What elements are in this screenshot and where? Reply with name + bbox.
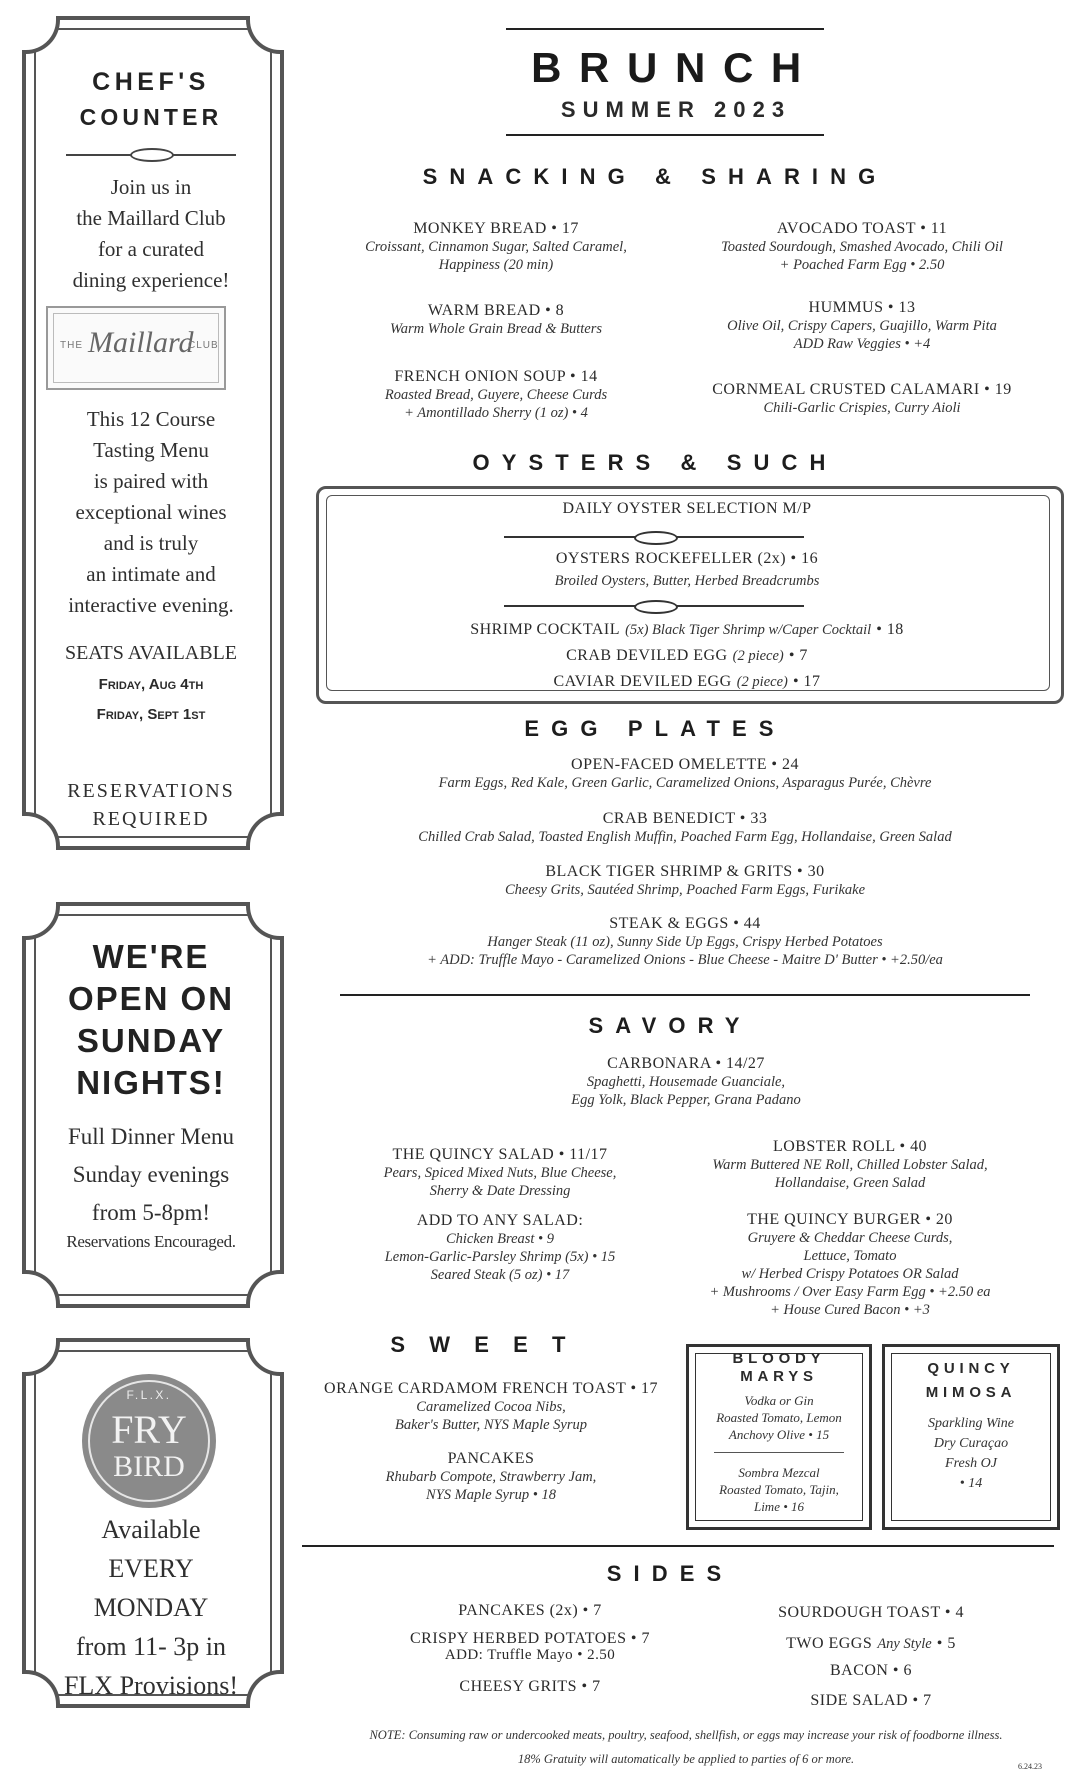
seat-date-2: Friday, Sept 1st — [96, 706, 206, 723]
item-price: • 17 — [792, 673, 821, 690]
menu-item — [686, 1633, 1056, 1653]
item-name: PANCAKES (2x) • 7 — [458, 1602, 602, 1619]
frybird-logo-bird: BIRD — [113, 1450, 185, 1483]
item-desc: + Poached Farm Egg • 2.50 — [779, 257, 945, 273]
item-name: LOBSTER ROLL • 40 — [772, 1138, 928, 1155]
item-name: SOURDOUGH TOAST • 4 — [778, 1604, 964, 1621]
menu-item — [686, 1692, 1056, 1710]
item-desc: + Amontillado Sherry (1 oz) • 4 — [404, 405, 588, 421]
item-desc: Baker's Butter, NYS Maple Syrup — [395, 1417, 587, 1433]
swirl-knot-icon — [634, 531, 678, 545]
header-top-rule — [506, 28, 824, 30]
item-name: ORANGE CARDAMOM FRENCH TOAST • 17 — [324, 1380, 658, 1397]
section-title-sweet: SWEET — [390, 1332, 590, 1357]
swirl-knot-icon — [634, 600, 678, 614]
item-desc: Happiness (20 min) — [438, 257, 554, 273]
item-name: CARBONARA • 14/27 — [607, 1055, 765, 1072]
maillard-club-logo — [46, 306, 226, 390]
tasting-line: This 12 Course — [86, 407, 216, 431]
item-name: WARM BREAD • 8 — [427, 302, 565, 319]
bloody-desc-mezcal — [686, 1464, 872, 1515]
item-desc: Lemon-Garlic-Parsley Shrimp (5x) • 15 — [384, 1249, 616, 1265]
item-name: FRENCH ONION SOUP • 14 — [394, 368, 598, 385]
sunday-headline-line: WE'RE — [92, 938, 210, 975]
section-title-oysters: OYSTERS & SUCH — [472, 450, 838, 475]
tasting-line: interactive evening. — [68, 593, 234, 617]
item-name: TWO EGGS — [786, 1635, 873, 1652]
logo-club: CLUB — [188, 340, 219, 351]
item-desc: Warm Whole Grain Bread & Butters — [390, 321, 602, 337]
item-desc: NYS Maple Syrup • 18 — [426, 1487, 556, 1503]
item-name: CAVIAR DEVILED EGG — [553, 673, 732, 690]
item-name: AVOCADO TOAST • 11 — [776, 220, 948, 237]
tasting-line: an intimate and — [86, 562, 216, 586]
mimosa-desc — [882, 1414, 1060, 1494]
chef-intro-line: for a curated — [97, 237, 205, 261]
item-price: • 7 — [788, 647, 808, 664]
drink-line: Sombra Mezcal — [738, 1465, 820, 1480]
menu-item — [320, 1212, 680, 1284]
item-desc: w/ Herbed Crispy Potatoes OR Salad — [741, 1266, 959, 1282]
menu-title: BRUNCH — [531, 44, 819, 91]
item-name: CRAB DEVILED EGG — [566, 647, 728, 664]
item-desc: Egg Yolk, Black Pepper, Grana Padano — [571, 1092, 801, 1108]
item-desc: (5x) Black Tiger Shrimp w/Caper Cocktail — [625, 622, 872, 638]
drink-divider — [714, 1452, 844, 1453]
frybird-logo-fry: FRY — [111, 1407, 187, 1452]
item-name: MONKEY BREAD • 17 — [413, 220, 579, 237]
item-name: OPEN-FACED OMELETTE • 24 — [571, 756, 799, 773]
frybird-line: Available — [101, 1515, 201, 1544]
item-name: THE QUINCY SALAD • 11/17 — [392, 1146, 608, 1163]
item-desc: Lettuce, Tomato — [803, 1248, 897, 1264]
menu-item — [456, 1055, 916, 1109]
menu-item — [320, 915, 1050, 969]
item-desc: Chilled Crab Salad, Toasted English Muffin, Poached Farm Egg, Hollandaise, Green Salad — [418, 829, 952, 845]
item-desc: Warm Buttered NE Roll, Chilled Lobster Salad, — [712, 1157, 988, 1173]
item-name: PANCAKES — [447, 1450, 535, 1467]
daily-oyster-selection: DAILY OYSTER SELECTION M/P — [562, 500, 812, 517]
item-desc: Spaghetti, Housemade Guanciale, — [586, 1074, 786, 1090]
logo-the: THE — [60, 340, 83, 351]
chef-heading-2: COUNTER — [79, 104, 223, 130]
frybird-line: MONDAY — [93, 1593, 209, 1622]
item-desc: Any Style — [877, 1636, 932, 1652]
sunday-details — [36, 1118, 266, 1232]
menu-item — [686, 381, 1038, 417]
drink-line: Roasted Tomato, Tajin, — [719, 1482, 839, 1497]
item-name: HUMMUS • 13 — [808, 299, 916, 316]
menu-item — [340, 1602, 720, 1620]
item-name: SHRIMP COCKTAIL — [470, 621, 620, 638]
reservations-required-1: RESERVATIONS — [67, 780, 235, 802]
flourish-knot-icon — [130, 148, 174, 162]
bloody-title-2: MARYS — [740, 1368, 818, 1385]
chef-intro — [40, 172, 262, 296]
item-desc: + Mushrooms / Over Easy Farm Egg • +2.50 ea — [709, 1284, 991, 1300]
item-desc: Farm Eggs, Red Kale, Green Garlic, Caramelized Onions, Asparagus Purée, Chèvre — [438, 775, 932, 791]
item-name: BLACK TIGER SHRIMP & GRITS • 30 — [545, 863, 825, 880]
item-name: BACON • 6 — [830, 1662, 912, 1679]
menu-item — [340, 1630, 720, 1662]
section-title-sides: SIDES — [606, 1561, 734, 1586]
item-desc: ADD Raw Veggies • +4 — [793, 336, 931, 352]
menu-item — [326, 220, 666, 274]
menu-item — [326, 302, 666, 338]
footer-note: NOTE: Consuming raw or undercooked meats, poultry, seafood, shellfish, or eggs may increase your risk of foodborne illness. — [369, 1728, 1003, 1742]
chef-intro-line: the Maillard Club — [76, 206, 226, 230]
sunday-reservations-note: Reservations Encouraged. — [66, 1232, 236, 1251]
item-sub: ADD: Truffle Mayo • 2.50 — [444, 1647, 616, 1663]
drink-line: Lime • 16 — [753, 1499, 805, 1514]
menu-item — [340, 1678, 720, 1696]
tasting-line: Tasting Menu — [93, 438, 209, 462]
reservations-required-2: REQUIRED — [92, 808, 210, 830]
item-desc: Seared Steak (5 oz) • 17 — [430, 1267, 570, 1283]
item-desc: (2 piece) — [732, 648, 784, 664]
item-desc: Chili-Garlic Crispies, Curry Aioli — [763, 400, 961, 416]
item-name: THE QUINCY BURGER • 20 — [747, 1211, 953, 1228]
item-desc: Olive Oil, Crispy Capers, Guajillo, Warm Pita — [727, 318, 997, 334]
chef-heading-1: CHEF'S — [92, 68, 210, 96]
sunday-detail-line: from 5-8pm! — [91, 1200, 211, 1225]
item-desc: + House Cured Bacon • +3 — [770, 1302, 930, 1318]
header-bottom-rule — [506, 134, 824, 136]
oysters-rockefeller-desc: Broiled Oysters, Butter, Herbed Breadcrumbs — [554, 573, 820, 589]
item-name: CRAB BENEDICT • 33 — [602, 810, 768, 827]
menu-item — [686, 220, 1038, 274]
seats-available: SEATS AVAILABLE — [64, 642, 238, 664]
item-name: CHEESY GRITS • 7 — [459, 1678, 601, 1695]
frybird-logo — [82, 1374, 216, 1508]
sunday-headline-line: OPEN ON — [67, 980, 235, 1017]
mimosa-title-2: MIMOSA — [925, 1384, 1017, 1401]
item-desc: Hollandaise, Green Salad — [774, 1175, 926, 1191]
footer-gratuity: 18% Gratuity will automatically be applied to parties of 6 or more. — [517, 1752, 855, 1766]
oysters-rockefeller: OYSTERS ROCKEFELLER (2x) • 16 — [555, 550, 819, 567]
drink-line: Vodka or Gin — [744, 1393, 814, 1408]
sunday-headline — [36, 936, 266, 1104]
sunday-headline-line: SUNDAY — [76, 1022, 226, 1059]
tasting-line: and is truly — [103, 531, 199, 555]
sunday-detail-line: Sunday evenings — [72, 1162, 230, 1187]
menu-item — [650, 1211, 1050, 1319]
item-name: CORNMEAL CRUSTED CALAMARI • 19 — [712, 381, 1012, 398]
item-desc: Roasted Bread, Guyere, Cheese Curds — [384, 387, 608, 403]
item-desc: Gruyere & Cheddar Cheese Curds, — [747, 1230, 953, 1246]
section-title-savory: SAVORY — [588, 1013, 752, 1038]
shrimp-cocktail — [326, 619, 1048, 639]
crab-deviled-egg — [326, 645, 1048, 665]
chef-intro-line: dining experience! — [72, 268, 230, 292]
drink-line: Sparkling Wine — [928, 1416, 1014, 1431]
item-desc: + ADD: Truffle Mayo - Caramelized Onions - Blue Cheese - Maitre D' Butter • +2.50/ea — [427, 952, 943, 968]
tasting-menu-text — [36, 404, 266, 621]
item-desc: Cheesy Grits, Sautéed Shrimp, Poached Farm Eggs, Furikake — [504, 882, 865, 898]
chef-intro-line: Join us in — [110, 175, 192, 199]
item-desc: Rhubarb Compote, Strawberry Jam, — [385, 1469, 597, 1485]
item-name: SIDE SALAD • 7 — [810, 1692, 932, 1709]
frybird-line: FLX Provisions! — [63, 1671, 239, 1700]
item-desc: Caramelized Cocoa Nibs, — [416, 1399, 566, 1415]
item-name: STEAK & EGGS • 44 — [609, 915, 761, 932]
bloody-desc-vodka — [686, 1392, 872, 1443]
frybird-line: EVERY — [108, 1554, 194, 1583]
tasting-line: exceptional wines — [75, 500, 227, 524]
section-divider — [302, 1545, 1054, 1547]
logo-maillard: Maillard — [88, 326, 194, 359]
caviar-deviled-egg — [326, 671, 1048, 691]
frybird-logo-top: F.L.X. — [126, 1388, 172, 1402]
drink-line: Roasted Tomato, Lemon — [716, 1410, 842, 1425]
drink-line: Anchovy Olive • 15 — [728, 1427, 830, 1442]
footer-date: 6.24.23 — [1018, 1762, 1042, 1771]
item-desc: Pears, Spiced Mixed Nuts, Blue Cheese, — [383, 1165, 617, 1181]
item-desc: Sherry & Date Dressing — [429, 1183, 571, 1199]
item-desc: Hanger Steak (11 oz), Sunny Side Up Eggs, Crispy Herbed Potatoes — [487, 934, 883, 950]
drink-line: • 14 — [959, 1476, 983, 1491]
menu-item — [686, 1662, 1056, 1680]
section-divider — [340, 994, 1030, 996]
menu-item — [320, 1146, 680, 1200]
sunday-detail-line: Full Dinner Menu — [67, 1124, 235, 1149]
item-name: ADD TO ANY SALAD: — [416, 1212, 584, 1229]
menu-item — [326, 368, 666, 422]
drink-line: Dry Curaçao — [933, 1436, 1009, 1451]
menu-item — [686, 299, 1038, 353]
item-price: • 5 — [936, 1635, 956, 1652]
frybird-details — [36, 1510, 266, 1705]
menu-item — [320, 863, 1050, 899]
menu-item — [650, 1138, 1050, 1192]
item-name: CRISPY HERBED POTATOES • 7 — [410, 1630, 650, 1647]
mimosa-title-1: QUINCY — [927, 1360, 1015, 1377]
section-title-snacking: SNACKING & SHARING — [422, 164, 888, 189]
bloody-title-1: BLOODY — [732, 1350, 826, 1367]
menu-item — [320, 756, 1050, 792]
item-desc: (2 piece) — [736, 674, 788, 690]
menu-subtitle: SUMMER 2023 — [560, 97, 792, 122]
menu-item — [320, 810, 1050, 846]
drink-line: Fresh OJ — [945, 1456, 997, 1471]
frybird-line: from 11- 3p in — [76, 1632, 226, 1661]
sunday-headline-line: NIGHTS! — [76, 1064, 226, 1101]
seat-date-1: Friday, Aug 4th — [98, 676, 204, 693]
section-title-egg-plates: EGG PLATES — [524, 716, 786, 741]
menu-item — [296, 1380, 686, 1434]
item-desc: Toasted Sourdough, Smashed Avocado, Chili Oil — [721, 239, 1003, 255]
menu-item — [686, 1604, 1056, 1622]
item-desc: Croissant, Cinnamon Sugar, Salted Caramel, — [365, 239, 627, 255]
menu-item — [296, 1450, 686, 1504]
item-price: • 18 — [876, 621, 904, 638]
tasting-line: is paired with — [93, 469, 209, 493]
item-desc: Chicken Breast • 9 — [445, 1231, 555, 1247]
